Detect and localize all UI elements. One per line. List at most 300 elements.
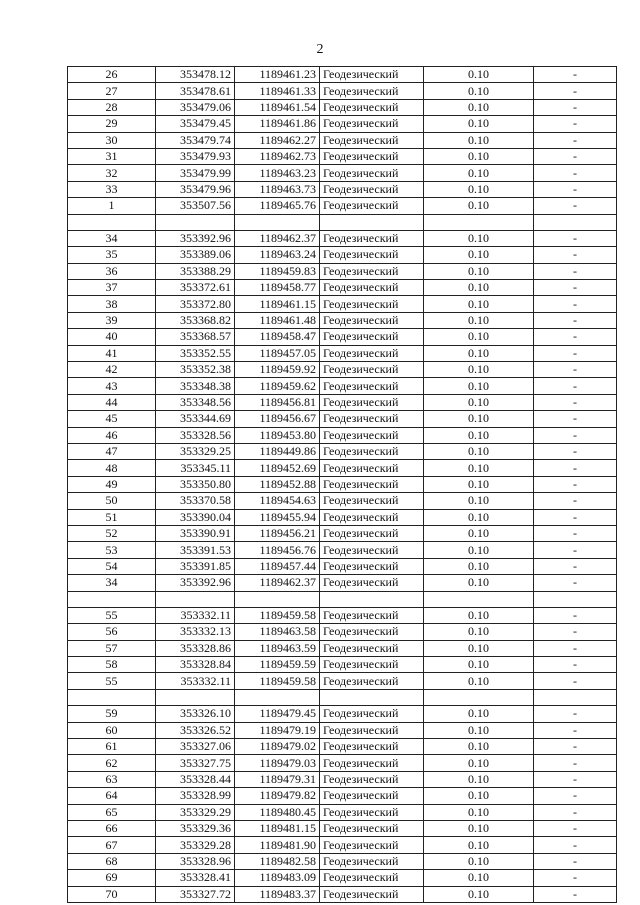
table-row <box>68 427 617 443</box>
table-row <box>68 722 617 738</box>
x-coordinate-cell: 353368.57 <box>156 329 235 345</box>
precision-cell: 0.10 <box>424 443 534 459</box>
x-coordinate-cell: 353326.52 <box>156 722 235 738</box>
table-separator-row <box>68 689 617 705</box>
point-number-cell: 61 <box>68 739 156 755</box>
description-cell: - <box>534 280 617 296</box>
empty-cell <box>424 214 534 230</box>
page-number: 2 <box>316 42 324 57</box>
x-coordinate-cell: 353348.38 <box>156 378 235 394</box>
method-cell: Геодезический <box>320 312 424 328</box>
point-number-cell: 57 <box>68 640 156 656</box>
table-row <box>68 181 617 197</box>
point-number-cell: 43 <box>68 378 156 394</box>
table-row <box>68 853 617 869</box>
precision-cell: 0.10 <box>424 853 534 869</box>
precision-cell: 0.10 <box>424 673 534 689</box>
method-cell: Геодезический <box>320 329 424 345</box>
empty-cell <box>235 689 320 705</box>
method-cell: Геодезический <box>320 870 424 886</box>
precision-cell: 0.10 <box>424 83 534 99</box>
point-number-cell: 54 <box>68 558 156 574</box>
point-number-cell: 52 <box>68 525 156 541</box>
x-coordinate-cell: 353328.99 <box>156 788 235 804</box>
empty-cell <box>68 591 156 607</box>
description-cell: - <box>534 132 617 148</box>
x-coordinate-cell: 353329.36 <box>156 820 235 836</box>
point-number-cell: 56 <box>68 624 156 640</box>
method-cell: Геодезический <box>320 411 424 427</box>
method-cell: Геодезический <box>320 853 424 869</box>
description-cell: - <box>534 443 617 459</box>
table-row <box>68 755 617 771</box>
table-separator-row <box>68 214 617 230</box>
x-coordinate-cell: 353328.56 <box>156 427 235 443</box>
method-cell: Геодезический <box>320 657 424 673</box>
precision-cell: 0.10 <box>424 607 534 623</box>
table-row <box>68 280 617 296</box>
method-cell: Геодезический <box>320 542 424 558</box>
y-coordinate-cell: 1189462.27 <box>235 132 320 148</box>
description-cell: - <box>534 362 617 378</box>
precision-cell: 0.10 <box>424 820 534 836</box>
table-row <box>68 411 617 427</box>
description-cell: - <box>534 148 617 164</box>
y-coordinate-cell: 1189479.02 <box>235 739 320 755</box>
method-cell: Геодезический <box>320 755 424 771</box>
y-coordinate-cell: 1189479.19 <box>235 722 320 738</box>
y-coordinate-cell: 1189483.37 <box>235 886 320 902</box>
x-coordinate-cell: 353352.38 <box>156 362 235 378</box>
table-row <box>68 263 617 279</box>
point-number-cell: 26 <box>68 67 156 83</box>
y-coordinate-cell: 1189463.73 <box>235 181 320 197</box>
x-coordinate-cell: 353391.85 <box>156 558 235 574</box>
point-number-cell: 44 <box>68 394 156 410</box>
table-row <box>68 870 617 886</box>
method-cell: Геодезический <box>320 607 424 623</box>
description-cell: - <box>534 607 617 623</box>
description-cell: - <box>534 345 617 361</box>
table-row <box>68 443 617 459</box>
x-coordinate-cell: 353332.11 <box>156 607 235 623</box>
x-coordinate-cell: 353327.06 <box>156 739 235 755</box>
description-cell: - <box>534 722 617 738</box>
point-number-cell: 37 <box>68 280 156 296</box>
method-cell: Геодезический <box>320 673 424 689</box>
point-number-cell: 53 <box>68 542 156 558</box>
empty-cell <box>424 689 534 705</box>
empty-cell <box>156 591 235 607</box>
method-cell: Геодезический <box>320 722 424 738</box>
description-cell: - <box>534 640 617 656</box>
table-row <box>68 607 617 623</box>
table-row <box>68 148 617 164</box>
precision-cell: 0.10 <box>424 771 534 787</box>
precision-cell: 0.10 <box>424 280 534 296</box>
y-coordinate-cell: 1189481.90 <box>235 837 320 853</box>
description-cell: - <box>534 460 617 476</box>
precision-cell: 0.10 <box>424 575 534 591</box>
x-coordinate-cell: 353479.99 <box>156 165 235 181</box>
description-cell: - <box>534 67 617 83</box>
precision-cell: 0.10 <box>424 886 534 902</box>
x-coordinate-cell: 353392.96 <box>156 230 235 246</box>
description-cell: - <box>534 329 617 345</box>
table-separator-row <box>68 591 617 607</box>
point-number-cell: 51 <box>68 509 156 525</box>
y-coordinate-cell: 1189458.77 <box>235 280 320 296</box>
table-row <box>68 804 617 820</box>
table-row <box>68 362 617 378</box>
precision-cell: 0.10 <box>424 165 534 181</box>
x-coordinate-cell: 353390.91 <box>156 525 235 541</box>
description-cell: - <box>534 378 617 394</box>
precision-cell: 0.10 <box>424 230 534 246</box>
method-cell: Геодезический <box>320 263 424 279</box>
precision-cell: 0.10 <box>424 116 534 132</box>
method-cell: Геодезический <box>320 771 424 787</box>
empty-cell <box>235 214 320 230</box>
method-cell: Геодезический <box>320 116 424 132</box>
description-cell: - <box>534 509 617 525</box>
point-number-cell: 38 <box>68 296 156 312</box>
point-number-cell: 55 <box>68 607 156 623</box>
point-number-cell: 32 <box>68 165 156 181</box>
point-number-cell: 46 <box>68 427 156 443</box>
empty-cell <box>534 214 617 230</box>
precision-cell: 0.10 <box>424 657 534 673</box>
table-row <box>68 788 617 804</box>
empty-cell <box>534 689 617 705</box>
table-row <box>68 83 617 99</box>
description-cell: - <box>534 296 617 312</box>
point-number-cell: 34 <box>68 575 156 591</box>
x-coordinate-cell: 353389.06 <box>156 247 235 263</box>
description-cell: - <box>534 99 617 115</box>
method-cell: Геодезический <box>320 181 424 197</box>
y-coordinate-cell: 1189459.58 <box>235 607 320 623</box>
precision-cell: 0.10 <box>424 99 534 115</box>
table-row <box>68 394 617 410</box>
table-row <box>68 673 617 689</box>
precision-cell: 0.10 <box>424 493 534 509</box>
precision-cell: 0.10 <box>424 755 534 771</box>
x-coordinate-cell: 353332.13 <box>156 624 235 640</box>
precision-cell: 0.10 <box>424 788 534 804</box>
method-cell: Геодезический <box>320 280 424 296</box>
point-number-cell: 47 <box>68 443 156 459</box>
y-coordinate-cell: 1189462.73 <box>235 148 320 164</box>
table-row <box>68 837 617 853</box>
table-row <box>68 329 617 345</box>
x-coordinate-cell: 353392.96 <box>156 575 235 591</box>
point-number-cell: 59 <box>68 706 156 722</box>
x-coordinate-cell: 353352.55 <box>156 345 235 361</box>
description-cell: - <box>534 558 617 574</box>
empty-cell <box>534 591 617 607</box>
x-coordinate-cell: 353388.29 <box>156 263 235 279</box>
method-cell: Геодезический <box>320 198 424 214</box>
point-number-cell: 68 <box>68 853 156 869</box>
x-coordinate-cell: 353479.74 <box>156 132 235 148</box>
x-coordinate-cell: 353329.29 <box>156 804 235 820</box>
method-cell: Геодезический <box>320 67 424 83</box>
point-number-cell: 69 <box>68 870 156 886</box>
precision-cell: 0.10 <box>424 198 534 214</box>
precision-cell: 0.10 <box>424 558 534 574</box>
table-row <box>68 624 617 640</box>
description-cell: - <box>534 771 617 787</box>
table-row <box>68 460 617 476</box>
y-coordinate-cell: 1189455.94 <box>235 509 320 525</box>
point-number-cell: 64 <box>68 788 156 804</box>
empty-cell <box>156 689 235 705</box>
table-row <box>68 476 617 492</box>
method-cell: Геодезический <box>320 788 424 804</box>
precision-cell: 0.10 <box>424 739 534 755</box>
description-cell: - <box>534 394 617 410</box>
table-row <box>68 525 617 541</box>
x-coordinate-cell: 353327.72 <box>156 886 235 902</box>
x-coordinate-cell: 353329.25 <box>156 443 235 459</box>
table-row <box>68 820 617 836</box>
y-coordinate-cell: 1189461.48 <box>235 312 320 328</box>
precision-cell: 0.10 <box>424 870 534 886</box>
point-number-cell: 34 <box>68 230 156 246</box>
point-number-cell: 27 <box>68 83 156 99</box>
point-number-cell: 58 <box>68 657 156 673</box>
method-cell: Геодезический <box>320 493 424 509</box>
method-cell: Геодезический <box>320 820 424 836</box>
method-cell: Геодезический <box>320 509 424 525</box>
x-coordinate-cell: 353479.06 <box>156 99 235 115</box>
point-number-cell: 62 <box>68 755 156 771</box>
description-cell: - <box>534 83 617 99</box>
table-row <box>68 558 617 574</box>
description-cell: - <box>534 116 617 132</box>
y-coordinate-cell: 1189458.47 <box>235 329 320 345</box>
coordinates-table <box>67 66 617 903</box>
description-cell: - <box>534 755 617 771</box>
precision-cell: 0.10 <box>424 247 534 263</box>
y-coordinate-cell: 1189465.76 <box>235 198 320 214</box>
x-coordinate-cell: 353328.84 <box>156 657 235 673</box>
table-row <box>68 67 617 83</box>
method-cell: Геодезический <box>320 706 424 722</box>
empty-cell <box>320 689 424 705</box>
method-cell: Геодезический <box>320 558 424 574</box>
point-number-cell: 40 <box>68 329 156 345</box>
method-cell: Геодезический <box>320 378 424 394</box>
x-coordinate-cell: 353328.86 <box>156 640 235 656</box>
description-cell: - <box>534 263 617 279</box>
table-row <box>68 509 617 525</box>
method-cell: Геодезический <box>320 345 424 361</box>
empty-cell <box>235 591 320 607</box>
table-row <box>68 706 617 722</box>
y-coordinate-cell: 1189452.69 <box>235 460 320 476</box>
point-number-cell: 49 <box>68 476 156 492</box>
precision-cell: 0.10 <box>424 837 534 853</box>
point-number-cell: 60 <box>68 722 156 738</box>
precision-cell: 0.10 <box>424 542 534 558</box>
point-number-cell: 31 <box>68 148 156 164</box>
precision-cell: 0.10 <box>424 722 534 738</box>
y-coordinate-cell: 1189456.76 <box>235 542 320 558</box>
y-coordinate-cell: 1189459.92 <box>235 362 320 378</box>
y-coordinate-cell: 1189456.81 <box>235 394 320 410</box>
point-number-cell: 30 <box>68 132 156 148</box>
method-cell: Геодезический <box>320 83 424 99</box>
method-cell: Геодезический <box>320 886 424 902</box>
table-row <box>68 542 617 558</box>
method-cell: Геодезический <box>320 247 424 263</box>
point-number-cell: 41 <box>68 345 156 361</box>
precision-cell: 0.10 <box>424 132 534 148</box>
method-cell: Геодезический <box>320 427 424 443</box>
y-coordinate-cell: 1189461.15 <box>235 296 320 312</box>
point-number-cell: 63 <box>68 771 156 787</box>
precision-cell: 0.10 <box>424 312 534 328</box>
y-coordinate-cell: 1189463.58 <box>235 624 320 640</box>
x-coordinate-cell: 353478.61 <box>156 83 235 99</box>
method-cell: Геодезический <box>320 640 424 656</box>
method-cell: Геодезический <box>320 230 424 246</box>
table-row <box>68 739 617 755</box>
y-coordinate-cell: 1189461.54 <box>235 99 320 115</box>
table-row <box>68 116 617 132</box>
table-row <box>68 771 617 787</box>
method-cell: Геодезический <box>320 362 424 378</box>
point-number-cell: 45 <box>68 411 156 427</box>
point-number-cell: 29 <box>68 116 156 132</box>
empty-cell <box>68 214 156 230</box>
description-cell: - <box>534 853 617 869</box>
description-cell: - <box>534 886 617 902</box>
point-number-cell: 67 <box>68 837 156 853</box>
table-row <box>68 657 617 673</box>
description-cell: - <box>534 575 617 591</box>
y-coordinate-cell: 1189479.31 <box>235 771 320 787</box>
table-row <box>68 493 617 509</box>
point-number-cell: 42 <box>68 362 156 378</box>
table-row <box>68 575 617 591</box>
precision-cell: 0.10 <box>424 394 534 410</box>
y-coordinate-cell: 1189483.09 <box>235 870 320 886</box>
description-cell: - <box>534 624 617 640</box>
table-row <box>68 378 617 394</box>
precision-cell: 0.10 <box>424 411 534 427</box>
point-number-cell: 70 <box>68 886 156 902</box>
point-number-cell: 36 <box>68 263 156 279</box>
precision-cell: 0.10 <box>424 476 534 492</box>
description-cell: - <box>534 476 617 492</box>
description-cell: - <box>534 542 617 558</box>
description-cell: - <box>534 427 617 443</box>
description-cell: - <box>534 820 617 836</box>
x-coordinate-cell: 353368.82 <box>156 312 235 328</box>
x-coordinate-cell: 353390.04 <box>156 509 235 525</box>
description-cell: - <box>534 230 617 246</box>
table-row <box>68 345 617 361</box>
description-cell: - <box>534 411 617 427</box>
method-cell: Геодезический <box>320 476 424 492</box>
y-coordinate-cell: 1189479.45 <box>235 706 320 722</box>
x-coordinate-cell: 353327.75 <box>156 755 235 771</box>
x-coordinate-cell: 353479.93 <box>156 148 235 164</box>
precision-cell: 0.10 <box>424 148 534 164</box>
method-cell: Геодезический <box>320 804 424 820</box>
y-coordinate-cell: 1189462.37 <box>235 575 320 591</box>
y-coordinate-cell: 1189459.83 <box>235 263 320 279</box>
method-cell: Геодезический <box>320 394 424 410</box>
precision-cell: 0.10 <box>424 378 534 394</box>
x-coordinate-cell: 353328.96 <box>156 853 235 869</box>
y-coordinate-cell: 1189479.82 <box>235 788 320 804</box>
y-coordinate-cell: 1189457.05 <box>235 345 320 361</box>
x-coordinate-cell: 353372.80 <box>156 296 235 312</box>
x-coordinate-cell: 353345.11 <box>156 460 235 476</box>
precision-cell: 0.10 <box>424 706 534 722</box>
y-coordinate-cell: 1189463.59 <box>235 640 320 656</box>
x-coordinate-cell: 353344.69 <box>156 411 235 427</box>
x-coordinate-cell: 353479.96 <box>156 181 235 197</box>
method-cell: Геодезический <box>320 296 424 312</box>
y-coordinate-cell: 1189456.67 <box>235 411 320 427</box>
method-cell: Геодезический <box>320 739 424 755</box>
point-number-cell: 28 <box>68 99 156 115</box>
y-coordinate-cell: 1189462.37 <box>235 230 320 246</box>
x-coordinate-cell: 353478.12 <box>156 67 235 83</box>
precision-cell: 0.10 <box>424 263 534 279</box>
y-coordinate-cell: 1189456.21 <box>235 525 320 541</box>
precision-cell: 0.10 <box>424 460 534 476</box>
description-cell: - <box>534 165 617 181</box>
table-row <box>68 165 617 181</box>
precision-cell: 0.10 <box>424 345 534 361</box>
y-coordinate-cell: 1189461.86 <box>235 116 320 132</box>
description-cell: - <box>534 312 617 328</box>
y-coordinate-cell: 1189461.23 <box>235 67 320 83</box>
point-number-cell: 33 <box>68 181 156 197</box>
x-coordinate-cell: 353348.56 <box>156 394 235 410</box>
method-cell: Геодезический <box>320 460 424 476</box>
description-cell: - <box>534 247 617 263</box>
x-coordinate-cell: 353479.45 <box>156 116 235 132</box>
description-cell: - <box>534 804 617 820</box>
y-coordinate-cell: 1189452.88 <box>235 476 320 492</box>
description-cell: - <box>534 706 617 722</box>
y-coordinate-cell: 1189463.23 <box>235 165 320 181</box>
empty-cell <box>68 689 156 705</box>
empty-cell <box>320 214 424 230</box>
x-coordinate-cell: 353332.11 <box>156 673 235 689</box>
y-coordinate-cell: 1189459.62 <box>235 378 320 394</box>
x-coordinate-cell: 353326.10 <box>156 706 235 722</box>
precision-cell: 0.10 <box>424 67 534 83</box>
precision-cell: 0.10 <box>424 525 534 541</box>
y-coordinate-cell: 1189479.03 <box>235 755 320 771</box>
precision-cell: 0.10 <box>424 181 534 197</box>
precision-cell: 0.10 <box>424 509 534 525</box>
y-coordinate-cell: 1189480.45 <box>235 804 320 820</box>
y-coordinate-cell: 1189449.86 <box>235 443 320 459</box>
table-row <box>68 640 617 656</box>
precision-cell: 0.10 <box>424 804 534 820</box>
description-cell: - <box>534 181 617 197</box>
method-cell: Геодезический <box>320 165 424 181</box>
